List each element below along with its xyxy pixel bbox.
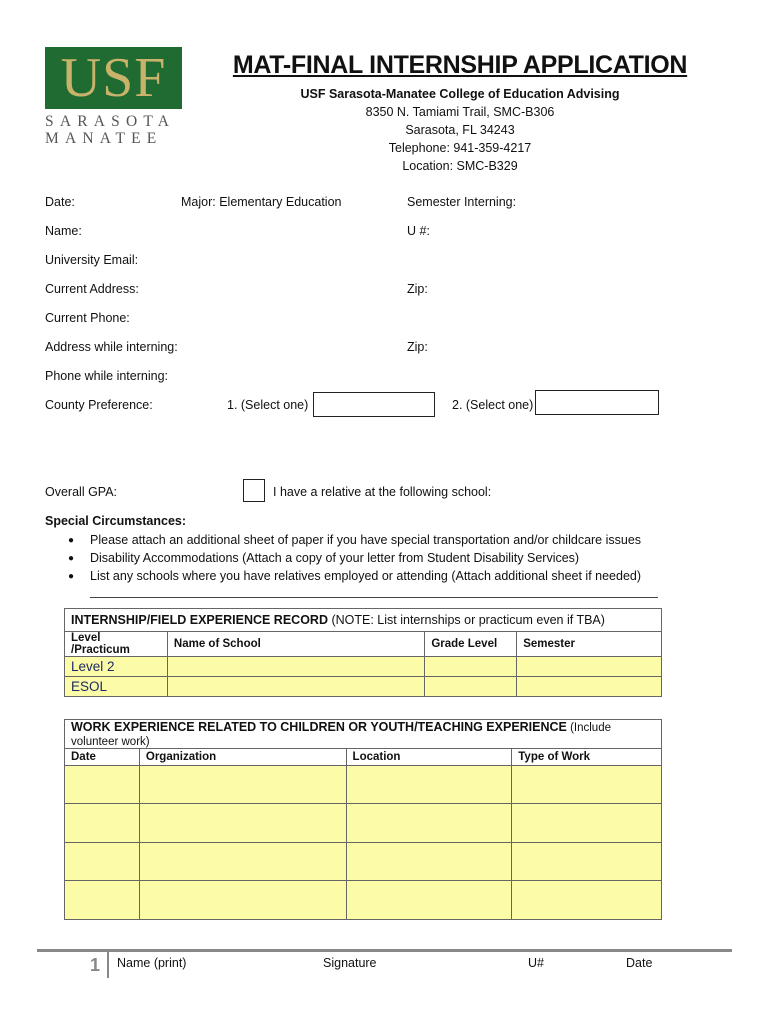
special-circumstances-title: Special Circumstances: bbox=[45, 514, 187, 528]
address-line-2: Sarasota, FL 34243 bbox=[405, 123, 515, 137]
location-cell[interactable] bbox=[346, 843, 512, 881]
page-title: MAT-FINAL INTERNSHIP APPLICATION bbox=[232, 51, 688, 79]
location-cell[interactable] bbox=[346, 804, 512, 843]
work-table-title: WORK EXPERIENCE RELATED TO CHILDREN OR YOUTH/TEACHING EXPERIENCE (Include volunteer work) bbox=[65, 720, 662, 749]
org-name: USF Sarasota-Manatee College of Education Advising bbox=[300, 87, 620, 101]
u-number-label: U #: bbox=[407, 224, 430, 238]
grade-cell[interactable] bbox=[425, 657, 517, 677]
divider bbox=[90, 597, 658, 598]
gpa-label: Overall GPA: bbox=[45, 485, 118, 499]
usf-logo bbox=[45, 47, 182, 109]
type-cell[interactable] bbox=[512, 804, 662, 843]
logo-sarasota: SARASOTA bbox=[45, 113, 176, 130]
semester-label: Semester Interning: bbox=[407, 195, 517, 209]
type-cell[interactable] bbox=[512, 766, 662, 804]
date-cell[interactable] bbox=[65, 804, 140, 843]
table-title-row bbox=[65, 720, 662, 749]
relative-label: I have a relative at the following school: bbox=[273, 485, 492, 499]
table-row bbox=[65, 881, 662, 920]
location: Location: SMC-B329 bbox=[402, 159, 518, 173]
location-cell[interactable] bbox=[346, 766, 512, 804]
table-row bbox=[65, 677, 662, 697]
current-phone-label: Current Phone: bbox=[45, 311, 130, 325]
current-address-label: Current Address: bbox=[45, 282, 139, 296]
bullet-icon: ● bbox=[68, 570, 75, 582]
table-row bbox=[65, 804, 662, 843]
list-item: ● List any schools where you have relatives employed or attending (Attach additional sheet if needed) bbox=[68, 569, 642, 583]
internship-table-title: INTERNSHIP/FIELD EXPERIENCE RECORD (NOTE: List internships or practicum even if TBA) bbox=[65, 609, 662, 632]
table-title-row bbox=[65, 609, 662, 632]
logo-text: USF bbox=[60, 47, 167, 109]
county-preference-label: County Preference: bbox=[45, 398, 153, 412]
work-experience-table bbox=[64, 719, 662, 920]
column-header: Location bbox=[346, 749, 512, 766]
county-select-1-label: 1. (Select one) bbox=[227, 398, 309, 412]
county-select-2-label: 2. (Select one) bbox=[452, 398, 534, 412]
footer-date-label: Date bbox=[626, 956, 653, 970]
column-header: Name of School bbox=[167, 632, 424, 657]
email-label: University Email: bbox=[45, 253, 139, 267]
date-cell[interactable] bbox=[65, 843, 140, 881]
interning-address-label: Address while interning: bbox=[45, 340, 178, 354]
table-header-row bbox=[65, 749, 662, 766]
column-header: Semester bbox=[517, 632, 662, 657]
footer-rule bbox=[37, 949, 732, 952]
zip-label-2: Zip: bbox=[407, 340, 428, 354]
table-row bbox=[65, 766, 662, 804]
interning-phone-label: Phone while interning: bbox=[45, 369, 168, 383]
organization-cell[interactable] bbox=[139, 804, 346, 843]
date-label: Date: bbox=[45, 195, 75, 209]
semester-cell[interactable] bbox=[517, 657, 662, 677]
relative-checkbox[interactable] bbox=[243, 479, 265, 502]
organization-cell[interactable] bbox=[139, 766, 346, 804]
school-cell[interactable] bbox=[167, 657, 424, 677]
address-line-1: 8350 N. Tamiami Trail, SMC-B306 bbox=[365, 105, 555, 119]
organization-cell[interactable] bbox=[139, 881, 346, 920]
internship-table bbox=[64, 608, 662, 697]
footer-name-label: Name (print) bbox=[117, 956, 187, 970]
special-circumstances-list bbox=[68, 531, 688, 585]
date-cell[interactable] bbox=[65, 881, 140, 920]
school-cell[interactable] bbox=[167, 677, 424, 697]
list-item: ● Disability Accommodations (Attach a copy of your letter from Student Disability Services) bbox=[68, 551, 580, 565]
column-header: Grade Level bbox=[425, 632, 517, 657]
organization-cell[interactable] bbox=[139, 843, 346, 881]
logo-manatee: MANATEE bbox=[45, 130, 163, 147]
level-cell[interactable]: Level 2 bbox=[65, 657, 168, 677]
bullet-icon: ● bbox=[68, 552, 75, 564]
column-header: Date bbox=[65, 749, 140, 766]
name-label: Name: bbox=[45, 224, 82, 238]
level-cell[interactable]: ESOL bbox=[65, 677, 168, 697]
footer-signature-label: Signature bbox=[323, 956, 377, 970]
table-row bbox=[65, 843, 662, 881]
page-number: 1 bbox=[90, 955, 101, 975]
location-cell[interactable] bbox=[346, 881, 512, 920]
major-label: Major: Elementary Education bbox=[181, 195, 342, 209]
date-cell[interactable] bbox=[65, 766, 140, 804]
footer-u-number-label: U# bbox=[528, 956, 544, 970]
page-number-bar bbox=[107, 952, 109, 978]
type-cell[interactable] bbox=[512, 843, 662, 881]
column-header: Type of Work bbox=[512, 749, 662, 766]
table-header-row bbox=[65, 632, 662, 657]
county-select-1[interactable] bbox=[313, 392, 435, 417]
column-header: Organization bbox=[139, 749, 346, 766]
county-select-2[interactable] bbox=[535, 390, 659, 415]
grade-cell[interactable] bbox=[425, 677, 517, 697]
type-cell[interactable] bbox=[512, 881, 662, 920]
telephone: Telephone: 941-359-4217 bbox=[388, 141, 532, 155]
list-item: ● Please attach an additional sheet of paper if you have special transportation and/or childcare issues bbox=[68, 533, 642, 547]
zip-label-1: Zip: bbox=[407, 282, 428, 296]
semester-cell[interactable] bbox=[517, 677, 662, 697]
column-header: Level /Practicum bbox=[65, 632, 168, 657]
table-row bbox=[65, 657, 662, 677]
bullet-icon: ● bbox=[68, 534, 75, 546]
